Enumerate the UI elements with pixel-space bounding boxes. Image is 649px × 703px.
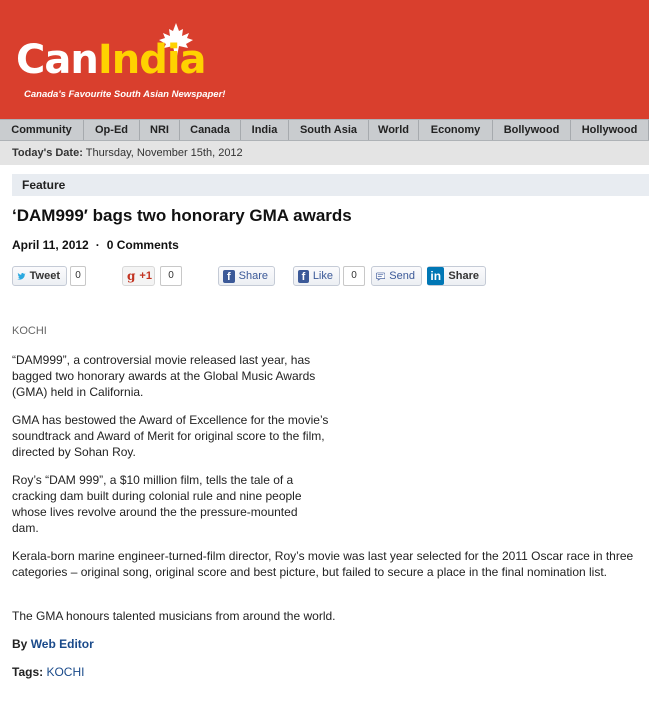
nav-item-india[interactable]: India [241,120,289,140]
tweet-button[interactable] [12,266,67,286]
nav-item-nri[interactable]: NRI [140,120,180,140]
nav-item-world[interactable]: World [369,120,419,140]
google-plus-count: 0 [160,266,182,286]
byline-label: By [12,637,28,651]
section-heading: Feature [12,174,649,196]
twitter-icon [17,270,26,282]
tag-link-kochi[interactable]: KOCHI [46,665,85,679]
comments-link[interactable]: 0 Comments [106,238,179,252]
google-plus-label: +1 [139,270,152,282]
todays-date-value: Thursday, November 15th, 2012 [85,147,243,159]
article-dateline: KOCHI [12,325,47,337]
todays-date-bar [0,141,649,165]
article-meta [12,238,179,252]
todays-date-label: Today's Date: [12,147,83,159]
site-tagline: Canada's Favourite South Asian Newspaper! [24,89,226,100]
nav-item-economy[interactable]: Economy [419,120,493,140]
article-paragraph-4: Kerala-born marine engineer-turned-film director, Roy’s movie was last year selected for the 2011 Oscar race in three categories – original song, original score and best picture, but failed to secure a place in the final nomination list. [12,549,634,579]
article-date: April 11, 2012 [12,238,89,252]
article-title: ‘DAM999′ bags two honorary GMA awards [12,206,352,225]
tweet-count: 0 [70,266,86,286]
nav-item-south-asia[interactable]: South Asia [289,120,369,140]
article-paragraph-2: GMA has bestowed the Award of Excellence for the movie’s soundtrack and Award of Merit for original score to the film, directed by Sohan Roy. [12,413,329,459]
facebook-like-label: Like [312,270,333,282]
article-byline [12,637,94,651]
facebook-like-icon: f [298,270,309,283]
nav-item-bollywood[interactable]: Bollywood [493,120,571,140]
google-plus-button[interactable] [122,266,155,286]
facebook-like-count: 0 [343,266,365,286]
nav-item-canada[interactable]: Canada [180,120,241,140]
article-tags [12,665,84,679]
nav-item-hollywood[interactable]: Hollywood [571,120,649,140]
facebook-share-button[interactable] [218,266,275,286]
send-icon [376,271,385,282]
google-plus-icon: g [127,269,136,283]
nav-item-community[interactable]: Community [0,120,84,140]
linkedin-share-label: Share [448,270,479,282]
author-link[interactable]: Web Editor [30,637,94,651]
meta-separator: · [95,238,100,252]
facebook-icon: f [223,270,235,283]
logo-can: Can [16,37,98,83]
linkedin-icon: in [427,267,444,285]
facebook-send-button[interactable] [371,266,422,286]
linkedin-share-button[interactable] [427,266,486,286]
article-paragraph-3: Roy’s “DAM 999”, a $10 million film, tells the tale of a cracking dam built during colonial rule and nine people whose lives revolve around the the pressure-mounted dam. [12,473,302,535]
main-nav [0,119,649,141]
site-logo[interactable] [16,37,206,83]
article-paragraph-5: The GMA honours talented musicians from around the world. [12,609,336,623]
logo-india: India [97,37,206,83]
tweet-label: Tweet [29,270,60,282]
facebook-send-label: Send [389,270,415,282]
article-paragraph-1: “DAM999”, a controversial movie released last year, has bagged two honorary awards at the Global Music Awards (GMA) held in California. [12,353,316,399]
nav-item-op-ed[interactable]: Op-Ed [84,120,140,140]
tags-label: Tags: [12,665,44,679]
site-header [0,0,649,119]
facebook-share-label: Share [238,270,268,282]
facebook-like-button[interactable] [293,266,340,286]
